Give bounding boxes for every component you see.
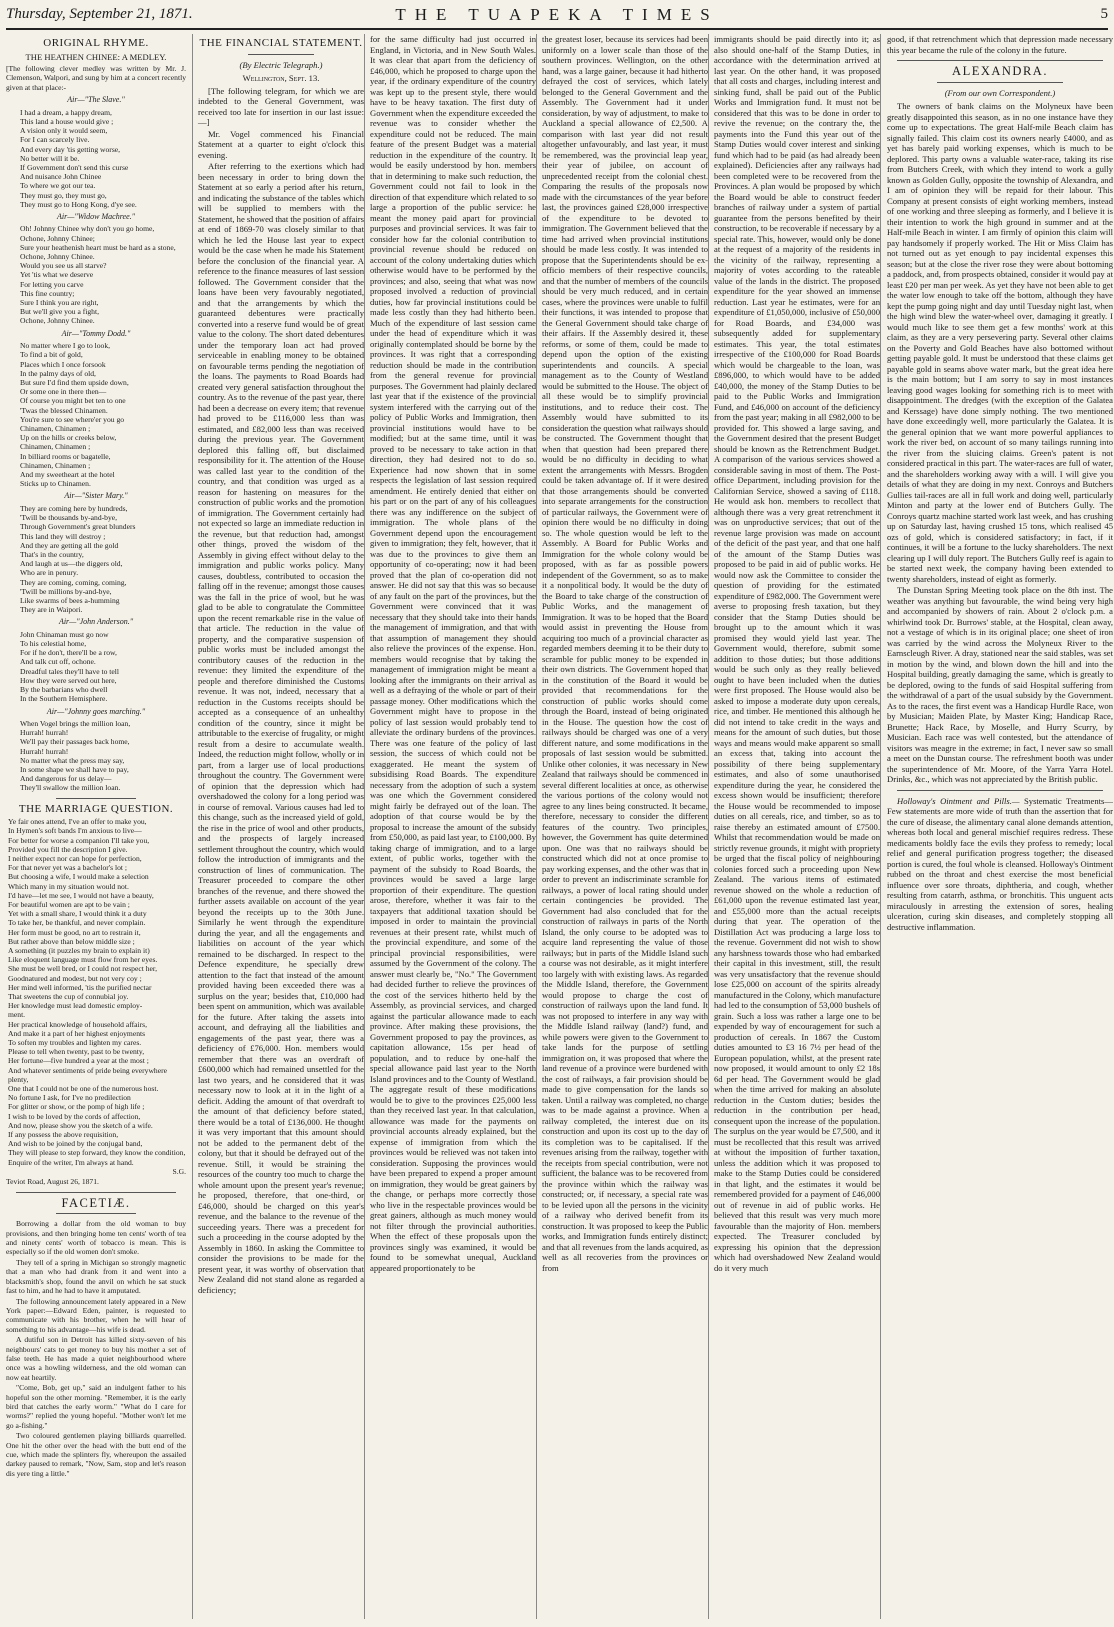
column-4 [536, 34, 708, 1619]
financial-continued: for the same difficulty had just occurred in England, in Victoria, and in New South Wales. It was clear that apart from the deficiency of £46,000, which he proposed to charge upon the year, if the ordinary expenditure of the country was kept up to the present style, there would have to be heavy taxation. The first duty of Government when the expenditure exceeded the revenue was to consider whether the expenditure could not be reduced. The main feature of the present Budget was a material reduction in the expenditure of the country. It would be easily understood by hon. members that in determining to make such reduction, the Government could not fail to look in the direction of that expenditure which related to so large a proportion of the public service: he meant the money paid apart for provincial purposes and provincial services. It was fair to consider how far the colonial contribution to provincial revenue should be reduced on account of the colony undertaking duties which otherwise would have to be performed by the provinces; and also, seeing that what was now proposed involved a reduction of provincial duties, how far provincial institutions could be made less costly than they had hitherto been. Much of the expenditure of last session came under the head of expenditure which it was originally contemplated should be borne by the provinces. It was right that a corresponding reduction should be made in the contribution from the general revenue for provincial purposes. The Government had plainly declared last year that if the existence of the provincial system interfered with the carrying out of the policy of Public Works and Immigration, then provincial institutions would have to be modified; but at the same time, until it was proved to be necessary to take action in that direction, they had desired not to do so. Experience had now shown that in some respects the legislation of last session required amendment. He entirely denied that either on his part or on the part of any of his colleagues there was any indifference on the subject of immigration. The whole plans of the Government depend upon the encouragement given to immigration; they felt, however, that it was due to the provinces to give them an opportunity of co-operating; now it had been proved that the plan of co-operation did not answer. He did not say that this was so because of any fault on the part of the provinces, but the Government were convinced that it was necessary that they should take into their hands the management of immigration, and that with that assumption of management they should also relieve the provinces of the expense. Hon. members would recognise that by taking the management of immigration might be meant a looking after the immigrants on their arrival as well as a defraying of the whole or part of their passage money. Other modifications which the Government might have to propose in the policy of last session would probably tend to alleviate the ordinary burdens of the provinces. There was one feature of the policy of last session, the success of which could not be exaggerated. He meant the system of subsidising Road Boards. The expenditure necessary from the adoption of such a system was one which the Government considered might fairly be defrayed out of the loan. The adoption of that course would be by the proposal to increase the amount of the subsidy from £50,000, as paid last year, to £100,000. By taking charge of immigration, and to a large extent, of public works, together with the payment of the subsidy to Road Boards, the provinces would be saved a large large proportion of their expenditure. The question arose, therefore, whether it was fair to the taxpayers that additional taxation should be imposed in order to maintain the provincial revenues at their present rate, whilst much of the provincial expenditure, and some of the principal provincial responsibilities, were assumed by the Government of the colony. The answer must clearly be, "No." The Government had decided further to relieve the provinces of the cost of the services hitherto held by the Assembly, as provincial services, and charged against the particular allowance made to each province. After making these provisions, the Government proposed to pay the provinces, as capitation allowance, 15s per head of population, and to reduce by one-half the special allowance paid last year to the North Island provinces and to the County of Westland. The aggregate result of these modifications would be to give to the provinces £25,000 less than they received last year. In that calculation, allowance was made for the payments on provincial accounts already explained, but the expense of immigration from which the provinces would be relieved was not taken into consideration. Supposing the provinces would have been prepared to expend a proper amount on immigration, they would be great gainers by the change, or perhaps more correctly those who live in the respectable provinces would be great gainers, although as much money would not filter through the provincial authorities. When the effect of these proposals upon the provinces singly was examined, it would be found to be somewhat unequal, Auckland appeared proportionately to be [370, 34, 536, 1273]
marriage-verse: Ye fair ones attend, I've an offer to make you, In Hymen's soft bands I'm anxious to live— For better for worse a companion I'll take you, Provided you fill the description I give. I neither expect nor can hope for perfection, For that never yet was a bachelor's lot ; But choosing a wife, I would make a selection Which many in my situation would not. I'd have—let me see, I would not have a beauty, For beautiful women are apt to be vain ; Yet with a small share, I would think it a duty To take her, be thankful, and never complain. Her form must be good, no art to restrain it, But rather above than below middle size ; A something (it puzzles my brain to explain it) Like eloquent language must flow from her eyes. She must be well bred, or I could not respect her, Goodnatured and modest, but not very coy ; Her mind well informed, 'tis the purified nectar That sweetens the cup of connubial joy. Her knowledge must lead domestic employ- ment. Her practical knowledge of household affairs, And make it a part of her highest enjoyments To soften my troubles and lighten my cares. Please to tell when twenty, past to be twenty, Her fortune—five hundred a year at the most ; And whatever sentiments of pride being everywhere plenty, One that I could not be one of the numerous host. No fortune I ask, for I've no predilection For glitter or show, or the pomp of high life ; I wish to be loved by the cords of affection, And now, please show you the sketch of a wife. If any possess the above requisition, And wish to be joined by the conjugal band, They will please to step forward, they know the condition, Enquire of the writer, I'm always at hand. [8, 817, 186, 1167]
facetiae-item: Borrowing a dollar from the old woman to buy provisions, and then bringing home ten cents' worth of tea and ninety cents' worth of tobacco is mean. This is especially so if the old women don't smoke. [6, 1219, 186, 1257]
financial-paragraph: [The following telegram, for which we are indebted to the General Government, was received too late for insertion in our last issue:—] [198, 85, 364, 127]
facetiae-item: Two coloured gentlemen playing billiards quarrelled. One hit the other over the head with the butt end of the cue, which made the splinters fly, whereupon the assailed darkey paused to remark, "Now, Sam, stop and let's reason dis yere ting a little." [6, 1431, 186, 1478]
column-2 [192, 34, 364, 1619]
divider [56, 1213, 136, 1214]
paper-name: THE TUAPEKA TIMES [395, 5, 719, 24]
column-5 [708, 34, 880, 1619]
verse-3: No matter where I go to look, To find a bit of gold, Places which I once forsook In the palmy days of old, But sure I'd find them upside down, Or some one in there then— Of course you might bet ten to one 'Twas the blessed Chinamen. You're sure to see where'er you go Chinamen, Chinamen ; Up on the hills or creeks below, Chinamen, Chinamen ; In billiard rooms or bagatelle, Chinamen, Chinamen ; And my sweetheart at the hotel Sticks up to Chinamen. [20, 341, 129, 489]
verse-4: They are coming here by hundreds, 'Twill be thousands by-and-bye, Through Government's great blunders This land they will destroy ; And they are getting all the gold That's in the country, And laugh at us—the diggers old, Who are in penury. They are coming, coming, coming, 'Twill be millions by-and-bye, Like swarms of bees a-humming They are in Waipori. [20, 503, 136, 615]
holloway-title: Holloway's Ointment and Pills.— [897, 795, 1020, 806]
alexandra-heading: ALEXANDRA. [952, 64, 1048, 78]
marriage-signature: S.G. [172, 1166, 186, 1176]
marriage-question-heading: THE MARRIAGE QUESTION. [18, 802, 174, 815]
air-6: Air—"Johnny goes marching." [46, 706, 146, 716]
divider [937, 82, 1063, 83]
verse-6: When Vogel brings the million loan, Hurrah! hurrah! We'll pay their passages back home, Hurrah! hurrah! No matter what the press may say, In some shape we shall have to pay, And dangerous for us delay— They'll swallow the million loan. [20, 719, 131, 793]
medley-intro: [The following clever medley was written by Mr. J. Clemenson, Walpori, and sung by him at a concert recently given at that place:- [6, 64, 186, 92]
divider [248, 54, 314, 55]
air-2: Air—"Widow Machree." [57, 211, 135, 221]
medley-subtitle: THE HEATHEN CHINEE: A MEDLEY. [25, 51, 167, 62]
air-4: Air—"Sister Mary." [64, 491, 128, 501]
verse-5: John Chinaman must go now To his celestial home, For if he don't, there'll be a row, And talk cut off, ochone. Dreadful tales they'll have to tell How they were served out here, By the barbarians who dwell In the Southern Hemisphere. [20, 629, 119, 704]
column-3 [364, 34, 536, 1619]
air-3: Air—"Tommy Dodd." [61, 328, 131, 338]
facetiae-item: The following announcement lately appeared in a New York paper:—Edward Eden, painter, is requested to communicate with his brother, when he will hear of something to his advantage—his wife is dead. [6, 1296, 186, 1334]
divider [56, 798, 136, 799]
financial-dateline: Wellington, Sept. 13. [242, 73, 320, 83]
divider [897, 60, 1103, 61]
financial-continued: immigrants should be paid directly into it; as also should one-half of the Stamp Duties, in accordance with the determination arrived at last year. On the other hand, it was proposed that all costs and charges, including interest and sinking fund, shall be paid out of the Public Works and Immigration fund. It must not be considered that this was to be done in order to revive the revenue; on the contrary the, the payments into the Fund this year out of the Stamp Duties would cover interest and sinking fund which had to be paid (as had already been explained). Deficiencies after any railways had been completed were to be recovered from the Provinces. A plan would be proposed by which the Board would be able to construct feeder branches of railway under a system of partial guarantee from the persons benefited by their construction, to be recoverable if necessary by a special rate. This, however, would only be done at the request of a majority of the residents in the vicinity of the railway, representing a majority of votes according to the rateable value of the lands in the district. The proposed expenditure for the year showed an immense reduction. Last year he estimates, were for an expenditure of £1,050,000, inclusive of £50,000 for Road Boards, and £34,000 was subsequently added for supplementary estimates. This year, the total estimates irrespective of the £100,000 for Road Boards which would be chargeable to the loan, was £896,000, to which would have to be added £40,000, the money of the Stamp Duties to be paid to the Public Works and Immigration Fund, and £46,000 on account of the deficiency from the past year; making in all £982,000 to be provided for. This showed a large saving, and the Government desired that the present Budget should be known as the Retrenchment Budget. A comparison of the various services showed a considerable saving in most of them. The Post-office Department, including provision for the Californian Service, showed a saving of £118. He would ask hon. members to recollect that although there was a very great retrenchment it was on unproductive services; that out of the revenue large provision was made on account of the deficit of the past year, and that one half of the amount of the Stamp Duties was proposed to be paid in aid of public works. He would now ask the Committee to consider the question of providing for the estimated expenditure of £982,000. The Government were averse to proposing fresh taxation, but they consider that the Stamp Duties should be brought up to the amount which it was promised they would yield last year. The Government would, therefore, submit some addition to those duties; but those additions would be such only as they really believed ought to have been included when the duties were first proposed. The House would also be asked to impose a moderate duty upon cereals, rice, and timber. He mentioned this although he did not intend to take credit in the ways and means for the amount of such duties, but those ways and means would make apparent so small an excess that, taking into account the possibility of there being supplementary estimates, and also of some unauthorised expenditure during the year, he considered the excess shown would be insufficient; therefore the House would be recommended to impose duties on all cereals, rice, and timber, so as to raise thereby an estimated amount of £7500. Whilst that recommendation would be made on strictly revenue grounds, it might with propriety be urged that the fiscal policy of neighbouring colonies forced such a proceeding upon New Zealand. The various items of estimated revenue showed on the whole a reduction of £61,000 upon the revenue estimated last year, and £55,000 more than the actual receipts during that year. The operation of the Distillation Act was producing a large loss to the revenue. Government did not wish to show any harshness towards those who had embarked their capital in this investment, still, the result was very unsatisfactory that the revenue should lose £25,000 on account of the spirits already manufactured in the Colony, which manufacture had led to the consumption of 53,000 bushels of grain. Such a loss was rather a large one to be expended by way of encouragement for such a production of cereals. In 1867 the Custom duties amounted to £3 16 7½ per head of the European population, whilst, at the present rate now proposed, it would amount to only £2 18s 6d per head. The Government would be glad when the time arrived for making an absolute reduction in the Custom duties; besides the reduction in the contribution per head, consequent upon the increase of the population. The surplus on the year would be £7,500, and it must be recollected that this result was arrived at without the imposition of further taxation, unless the addition which it was proposed to make to the Stamp Duties could be considered in that light, and the estimates it would be remembered provided for a payment of £46,000 out of revenue in aid of public works. He believed that this result was very much more favourable than the majority of Hon. members expected. The Treasurer concluded by expressing his opinion that the depression which had overshadowed New Zealand would do it very much [714, 34, 880, 1273]
air-1: Air—"The Slave." [67, 95, 125, 105]
financial-continued: the greatest loser, because its services had been uniformly on a lower scale than those of the southern provinces. Wellington, on the other hand, was a large gainer, because it had hitherto defrayed the cost of services, which lately belonged to the General Government and the Assembly. The Government had it under consideration, by way of adjustment, to make to Auckland a special allowance of £2,500. A comparison with last year did not result altogether unfavourably, and last year, it must be remembered, was the provincial leap year, their year of jubilee, on account of unprecedented receipt from the colonial chest. Comparing the results of the proposals now made with the circumstances of the year before last, the provinces gained £28,000 irrespective of the expenditure to be devoted to immigration. The Government believed that the time had arrived when provincial institutions should be made less costly. It was intended to propose that the Superintendents should be ex-officio members of their respective councils, and that the number of members of the councils should be very much reduced, and in certain cases, where the provinces were unable to fulfil their functions, it was intended to propose that the General Government should take charge of their affairs. If the Assembly desired it, these reforms, or some of them, could be made to depend upon the option of the existing superintendents and councils. A special management as to the County of Westland would be submitted to the House. The object of all these would be to simplify provincial institutions, and to reduce their cost. The Assembly would have submitted to its consideration the question what railways should be constructed. The Government thought that when that question had been prepared there would be no difficulty in deciding to what extent the arrangements with Messrs. Brogden could be taken advantage of. If it were desired that those arrangements should be converted into separate arrangements for the construction of particular railways, the Government were of opinion there would be no difficulty in doing so. The whole question would be left to the Assembly. A Board for Public Works and Immigration for the whole colony would be proposed, with as far as possible powers independent of the Government, so as to make it a nonpolitical body. It would be the duty of the Board to take charge of the construction of Public Works, and the management of Immigration. It was to be hoped that the Board would assist in preventing the House from acquiring too much of a provincial character as regarded members deeming it to be their duty to scramble for public money to be expended in their own districts. The Government hoped that in the constitution of the Board it would be provided that recommendations for the construction of public works should come through the Board, instead of being originated in the House. The question how the cost of railways should be charged was one of a very different nature, and some modifications in the proposals of last session would be submitted. Unlike other colonies, it was necessary in New Zealand that railways should be commenced in several different localities at once, as otherwise the various portions of the colony would not agree to any lines being constructed. It became, therefore, necessary to consider the different features of the country. Two principles, however, the Government has quite determined upon. One was that no railways should be constructed which did not at once promise to pay working expenses, and the other was that in order to prevent an indiscriminate scramble for railways, a power of local rating should under certain contingencies be provided. The Government had also concluded that for the construction of railways in parts of the North Island, the only course to be adopted was to acquire land representing the value of those railways; but in parts of the Middle Island such a course was not desirable, as it might interfere too largely with with existing laws. As regarded the Middle Island, therefore, the Government would propose to charge the cost of construction of railways upon the land fund. It was not proposed to interfere in any way with the Middle Island railway (land?) fund, and while powers were given to the Government to take lands for the purpose of settling immigration on, it was proposed that where the land revenue of a province were burdened with the cost of railways, a fair provision should be made to give compensation for the lands so taken. Until a railway was completed, no charge was to be made against a province. When a railway completed, the interest due on its construction and upon its cost up to the day of its completion was to be capitalised. If the revenues arising from the railway, together with the receipts from special contribution, were not sufficient, the balance was to be recovered from the province within which the railway was constructed; or, if necessary, a special rate was to be levied upon all the persons in the vicinity of a railway who derived benefit from its construction. It was proposed to keep the Public works, and Immigration funds entirely distinct; and that all revenues from the lands acquired, as well as all recoveries from the provinces or from [542, 34, 708, 1273]
holloway-text: Systematic Treatments—Few statements are more wide of truth than the assertion that for the cure of disease, the alimentary canal alone demands attention, whereas both local and general mischief requires redress. These medicaments boldly face the evils they profess to remedy; local relief and general purification progress together; the diseased portion is cured, the foul whole is cleansed. Holloway's Ointment rubbed on the throat and chest exercise the most beneficial influence over sore throats, diphtheria, and cough, whether resulting from catarrh, asthma, or bronchitis. This unguent acts miraculously in arresting the extension of sores, healing ulceration, curing skin diseases, and completely stopping all destructive inflammation. [887, 795, 1113, 932]
original-rhyme-heading: ORIGINAL RHYME. [43, 37, 149, 49]
financial-conclusion: good, if that retrenchment which that depression made necessary this year became the rule of the colony in the future. [887, 34, 1113, 55]
holloway-advert [887, 796, 1113, 933]
alexandra-paragraph: The Dunstan Spring Meeting took place on the 8th inst. The weather was anything but favourable, the wind being very high and accompanied by showers of rain. About 2 o'clock p.m. a whirlwind took Dr. Burrows' stable, at the Hospital, clean away, not a vestage of which is in its original place; one sheet of iron was carried by the wind across the Molyneux River to the Earnscleugh River. A dray, stationed near the said stables, was set in motion by the wind, and blown down the hill and into the Hospital building, greatly damaging the same, which is greatly to be deplored, owing to the funds of said Hospital suffering from the withdrawal of a part of the usual subsidy by the Government. As to the races, the first event was a Handicap Hurdle Race, won by Musician; Maiden Plate, by Master King; Handicap Race, Brunette; Hack Race, by Moselle, and Hurry Scurry, by Musician. Each race was well contested, but the attendance of visitors was meagre in the extreme; in fact, I never saw so small a meet on the Dunstan course. The refreshment booth was under the superintendence of Mr. Moore, of the Yarra Yarra Hotel. Drinks, &c., which was not appreciated by the British public. [887, 585, 1113, 784]
facetiae-item: A dutiful son in Detroit has killed sixty-seven of his neighbours' cats to get money to buy his mother a set of false teeth. He has made a quiet neighbourhood where once was a howling wilderness, and the old woman can now eat heartily. [6, 1335, 186, 1382]
financial-paragraph: After referring to the exertions which had been necessary in order to bring down the Statement at so early a period after his return, and indicating the substance of the tables which will be supplied to members with the Statement, he showed that the position of affairs at end of 1869-70 was closely similar to that which he led the House last year to expect would be the case when he made his Statement before the conclusion of the financial year. A reference to the finance measures of last session followed. The Government consider that the loans have been very favourably negotiated, and that the arrangements by which the guaranteed debentures were practically converted into a reserve fund would be of great value to the colony. The short dated debentures under the temporary loan act had proved serviceable in enabling money to be obtained on favourable terms pending the negotiation of the loans. The payments to Road Boards had created very general satisfaction throughout the country. As to the revenue of the past year, there had been a decrease on every item; that revenue had proved to be £116,000 less than was estimated, and £82,000 less than was received during the previous year. The Government deplored this falling off, but disclaimed responsibility for it. The attention of the House was called last year to the condition of the country, and that condition was urged as a reason for hastening on measures for the construction of public works and the promotion of immigration. The Government certainly had not expected so large an immediate reduction in the revenue, but that reduction had, amongst other things, proved the wisdom of the Assembly in giving effect without delay to the immigration and public works policy. Many causes, doubtless, contributed to occasion the falling off in the revenue; amongst those causes was the fall in the price of wool, but he was glad to be able to congratulate the Committee upon the recent remarkable rise in the value of that article. The reduction in the value of property, and the comparative suspension of public works must be included amongst the contributory causes of the reduction in the revenue: they limited the expenditure of the people and therefore diminished the Customs revenue. It was not, indeed, necessary that a reduction in the Customs receipts should be accepted as a consequence of an unhealthy condition of the country, since it might be attributable to the exercise of frugality, or might result from a desire to accumulate wealth. Indeed, the reduction might follow, wholly or in part, from a larger use of local productions throughout the country. The Government were of opinion that the depression which had overshadowed the colony for a long period was in course of removal. Various causes had led to this change, such as the increased yield of gold, the rise in the price of wool and other products, and the prospects of largely increased settlement throughout the country, which would follow the introduction of immigrants and the construction of lines of communication. The Treasurer proceeded to compare the other branches of the revenue, and there showed the further assets available on account of the year beyond the receipts up to the 30th June. Similarly he went through the expenditure during the year, and all the engagements and liabilities on account of the year which remained to be discharged. In respect to the Defence expenditure, he specially drew attention to the fact that instead of the amount provided having been exceeded there was a surplus on the year; besides that, £10,000 had been spent on ammunition, which was available for the future. After taking the assets into account, and defraying all the liabilities and engagements of the past year, there was a deficiency of £76,000. Hon. members would remember that there was an overdraft of £600,000 which had remained unsettled for the last two years, and he considered that it was necessary now to look at it in the light of a deficit. Adding the amount of that overdraft to the amount of that deficiency before stated, there would be a total of £136,000. He thought it was very important that this amount should not be added to the permanent debt of the colony, but that it should be defrayed out of the revenue. Still, it would be straining the resources of the country too much to charge the whole amount upon the present year's revenue; he proposed, therefore, that one-third, or £46,000, should be charged on this year's revenue, and the balance to the revenue of the succeeding years. There was a precedent for such a proceeding in the course adopted by the Assembly in 1860. In asking the Committee to consider the provisions to be made for the present year, it was worthy of observation that New Zealand did not stand alone as regarded a deficiency; [198, 161, 364, 1295]
column-6 [880, 34, 1113, 1619]
column-1 [6, 34, 190, 1619]
facetiae-item: "Come, Bob, get up," said an indulgent father to his hopeful son the other morning. "Remember, it is the early bird that catches the early worm." "What do I care for worms?" replied the young hopeful. "Mother won't let me go a-fishing." [6, 1383, 186, 1430]
financial-paragraph: Mr. Vogel commenced his Financial Statement at a quarter to eight o'clock this evening. [198, 128, 364, 160]
financial-byline: (By Electric Telegraph.) [239, 59, 323, 70]
divider [897, 790, 1103, 791]
alexandra-paragraph: The owners of bank claims on the Molyneux have been greatly disappointed this season, as in no one instance have they come up to expectations. The great Half-mile Beach claim has signally failed. This claim cost its owners nearly £4000, and as yet has barely paid working expenses, which is much to be deplored. This party owns a valuable water-race, taking its rise from Butchers Creek, with which they intend to work a gully known as Golden Gully, opposite the township of Alexandra, and I am of opinion they will be repaid for their labour. This Company at present consists of eight working members, instead of one working and three sleeping as formerly, and I believe it is their intention to work the high ground in summer and at the Half-mile Beach in winter. I am firmly of opinion this claim will pay handsomely if properly worked. The Hit or Miss Claim has not turned out as yet enough to pay incidental expenses this season; but at the close the river rose they were about bottoming a paddock, and, from prospects obtained, consider it would pay at least £20 per man per week. As yet they have not been able to get the water low enough to take off the bottom, although they have kept the pump going night and day until Tuesday night last, when the high wind blew the water-wheel over, damaging it greatly. I would much like to see them get a few months' work at this claim, as they are a very persevering party. Several other claims on the Poverty and Gold Beaches have also bottomed without getting payable gold. It must be understood that these claims get payable gold in seams above water mark, but the great idea here is the main bottom; but I am sorry to say in most instances leaving good wages looking for something rich is to meet with disappointment. The dredges (with the exception of the Galatea and Kerssage) have done simply nothing. The two mentioned have done exceedingly well, more particularly the Galatea. It is the general opinion that we want more powerful appliances to work the river bed, on account of so many tailings running into the river from the sluicing claims. Green's patent is not considered practical in this part. The water-races are full of water, and the shareholders working away with a will. I will give you details of what they are doing in my next. Conroys and Butchers Gullies tail-races are all in full work and doing well, particularly Minton and party at the lower end of Butchers Gully. The Conroys quartz machine started work last week, and has crushing up on Saturday last, having crushed 15 tons, which realised 45 ozs of gold, which is considered satisfactory; in fact, if it continues, it will be a fortune to the lucky shareholders. The next clearing up I will duly report. The Butchers Gully reef is again to be started next week, the company having been extended to twenty shareholders, instead of eight as formerly. [887, 101, 1113, 584]
verse-2: Oh! Johnny Chinee why don't you go home, Ochone, Johnny Chinee; Sure your heathenish heart must be hard as a stone, Ochone, Johnny Chinee. Would you see us all starve? Yet 'tis what we deserve For letting you carve This fine country; Sure I think you are right, But we'll give you a fight, Ochone, Johnny Chinee. [20, 224, 176, 326]
divider [16, 1192, 176, 1193]
marriage-place: Teviot Road, August 26, 1871. [6, 1177, 99, 1187]
air-5: Air—"John Anderson." [58, 617, 134, 627]
page-number: 5 [1100, 6, 1108, 22]
masthead [6, 4, 1108, 30]
alexandra-byline: (From our own Correspondent.) [944, 87, 1056, 98]
financial-statement-heading: THE FINANCIAL STATEMENT. [199, 37, 363, 49]
facetiae-heading: FACETIÆ. [61, 1195, 131, 1210]
verse-1: I had a dream, a happy dream, This land a house would give ; A vision only it would seem, For I can scarcely live. And every day 'tis getting worse, No better will it be. If Government don't send this curse And nuisance John Chinee To where we got our tea. They must go, they must go, They must go to Hong Kong, d'ye see. [20, 107, 137, 209]
facetiae-item: They tell of a spring in Michigan so strongly magnetic that a man who had drank from it and went into a blacksmith's shop, found the anvil on which he sat stuck fast to him, and he had to have it amputated. [6, 1257, 186, 1296]
issue-date: Thursday, September 21, 1871. [6, 6, 193, 22]
